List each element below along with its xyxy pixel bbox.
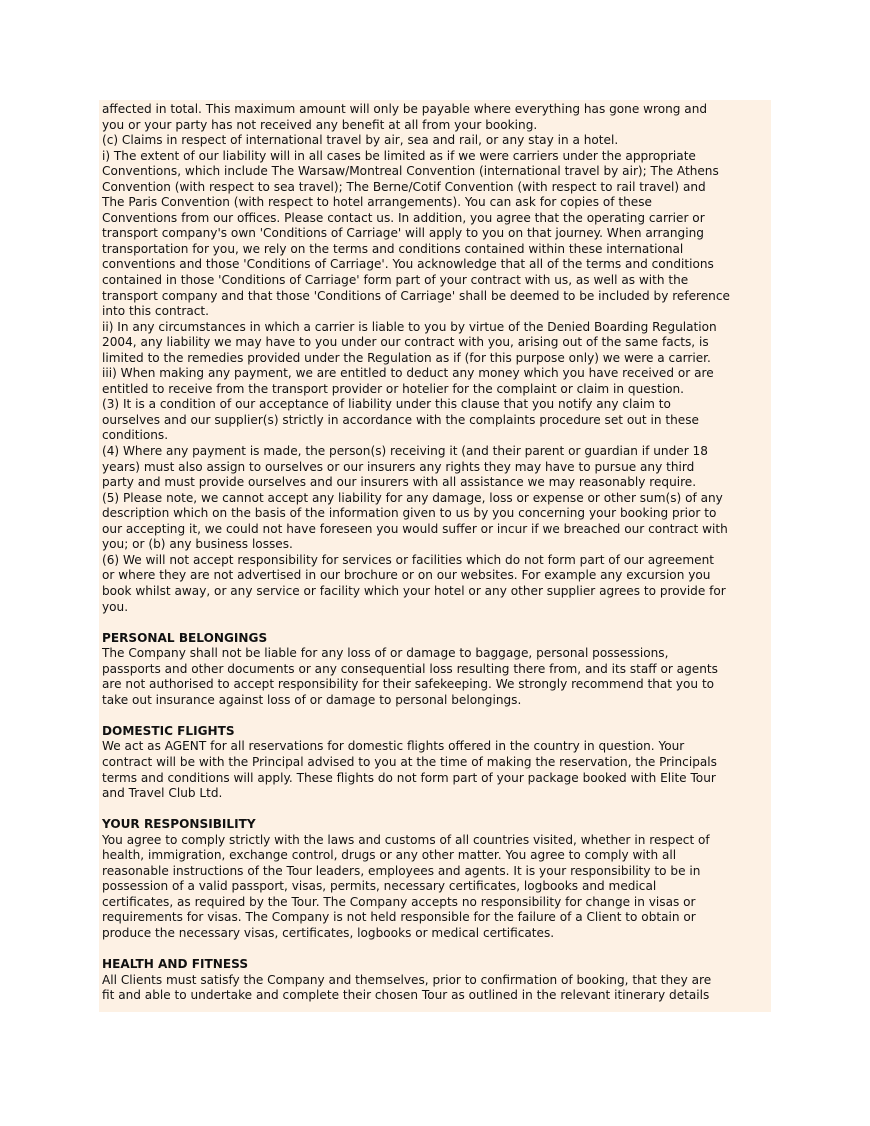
- text-line: contained in those 'Conditions of Carriage' form part of your contract with us, as well as with the: [102, 273, 689, 288]
- text-line: fit and able to undertake and complete their chosen Tour as outlined in the relevant itinerary details: [102, 988, 710, 1003]
- text-line: 2004, any liability we may have to you under our contract with you, arising out of the same facts, is: [102, 335, 709, 350]
- text-line: You agree to comply strictly with the laws and customs of all countries visited, whether in respect of: [102, 832, 710, 847]
- text-line: transportation for you, we rely on the terms and conditions contained within these international: [102, 241, 684, 256]
- text-line: We act as AGENT for all reservations for domestic flights offered in the country in question. Your: [102, 739, 685, 754]
- text-line: (5) Please note, we cannot accept any liability for any damage, loss or expense or other sum(s) of any: [102, 490, 723, 505]
- text-line: All Clients must satisfy the Company and themselves, prior to confirmation of booking, that they are: [102, 972, 712, 987]
- text-line: (3) It is a condition of our acceptance of liability under this clause that you notify any claim to: [102, 397, 671, 412]
- text-line: affected in total. This maximum amount will only be payable where everything has gone wrong and: [102, 102, 708, 116]
- text-line: passports and other documents or any consequential loss resulting there from, and its staff or agents: [102, 661, 718, 676]
- text-line: Conventions, which include The Warsaw/Montreal Convention (international travel by air); The Athens: [102, 164, 719, 179]
- text-line: Convention (with respect to sea travel); The Berne/Cotif Convention (with respect to rail travel) and: [102, 179, 706, 194]
- text-line: take out insurance against loss of or damage to personal belongings.: [102, 692, 522, 707]
- section-heading: HEALTH AND FITNESS: [102, 957, 249, 972]
- text-line: health, immigration, exchange control, drugs or any other matter. You agree to comply with all: [102, 848, 677, 863]
- text-line: you; or (b) any business losses.: [102, 537, 293, 552]
- text-line: book whilst away, or any service or facility which your hotel or any other supplier agrees to provide for: [102, 583, 726, 598]
- paragraph-spacer: [102, 708, 768, 724]
- text-line: party and must provide ourselves and our insurers with all assistance we may reasonably require.: [102, 475, 697, 490]
- text-line: ii) In any circumstances in which a carrier is liable to you by virtue of the Denied Boarding Regulation: [102, 319, 717, 334]
- text-line: ourselves and our supplier(s) strictly in accordance with the complaints procedure set out in these: [102, 412, 699, 427]
- terms-text-block: [99, 100, 771, 1012]
- section-health-and-fitness: [102, 957, 768, 1004]
- text-line: years) must also assign to ourselves or our insurers any rights they may have to pursue any third: [102, 459, 695, 474]
- text-line: The Company shall not be liable for any loss of or damage to baggage, personal possessions,: [102, 646, 669, 661]
- text-line: entitled to receive from the transport provider or hotelier for the complaint or claim in question.: [102, 381, 685, 396]
- text-line: contract will be with the Principal advised to you at the time of making the reservation, the Principals: [102, 754, 717, 769]
- text-line: transport company and that those 'Conditions of Carriage' shall be deemed to be included by reference: [102, 288, 730, 303]
- text-line: conventions and those 'Conditions of Carriage'. You acknowledge that all of the terms and conditions: [102, 257, 714, 272]
- text-line: description which on the basis of the information given to us by you concerning your booking prior to: [102, 506, 717, 521]
- section-your-responsibility: [102, 817, 768, 941]
- text-line: Conventions from our offices. Please contact us. In addition, you agree that the operating carrier or: [102, 210, 705, 225]
- section-heading: PERSONAL BELONGINGS: [102, 630, 268, 645]
- text-line: iii) When making any payment, we are entitled to deduct any money which you have received or are: [102, 366, 714, 381]
- paragraph-spacer: [102, 942, 768, 958]
- text-line: you or your party has not received any benefit at all from your booking.: [102, 117, 538, 132]
- text-line: possession of a valid passport, visas, permits, necessary certificates, logbooks and medical: [102, 879, 657, 894]
- text-line: i) The extent of our liability will in all cases be limited as if we were carriers under the appropriate: [102, 148, 696, 163]
- text-line: (4) Where any payment is made, the person(s) receiving it (and their parent or guardian if under 18: [102, 444, 708, 459]
- section-personal-belongings: [102, 631, 768, 709]
- text-line: reasonable instructions of the Tour leaders, employees and agents. It is your responsibility to be in: [102, 863, 701, 878]
- text-line: our accepting it, we could not have foreseen you would suffer or incur if we breached our contract with: [102, 521, 728, 536]
- text-line: terms and conditions will apply. These flights do not form part of your package booked with Elite Tour: [102, 770, 716, 785]
- text-line: conditions.: [102, 428, 169, 443]
- text-line: transport company's own 'Conditions of Carriage' will apply to you on that journey. When arranging: [102, 226, 704, 241]
- text-line: certificates, as required by the Tour. The Company accepts no responsibility for change in visas or: [102, 894, 696, 909]
- paragraph-spacer: [102, 615, 768, 631]
- text-line: (c) Claims in respect of international travel by air, sea and rail, or any stay in a hotel.: [102, 133, 619, 148]
- text-line: and Travel Club Ltd.: [102, 786, 223, 801]
- text-line: requirements for visas. The Company is not held responsible for the failure of a Client to obtain or: [102, 910, 696, 925]
- section-heading: DOMESTIC FLIGHTS: [102, 723, 235, 738]
- text-line: into this contract.: [102, 304, 209, 319]
- text-line: or where they are not advertised in our brochure or on our websites. For example any excursion you: [102, 568, 711, 583]
- liability-clauses: [102, 102, 768, 615]
- text-line: The Paris Convention (with respect to hotel arrangements). You can ask for copies of these: [102, 195, 652, 210]
- paragraph-spacer: [102, 802, 768, 818]
- terms-sections: [102, 615, 768, 1004]
- text-line: are not authorised to accept responsibility for their safekeeping. We strongly recommend that you to: [102, 677, 715, 692]
- section-domestic-flights: [102, 724, 768, 802]
- text-line: you.: [102, 599, 129, 614]
- text-line: (6) We will not accept responsibility for services or facilities which do not form part of our agreement: [102, 552, 714, 567]
- text-line: limited to the remedies provided under the Regulation as if (for this purpose only) we were a carrier.: [102, 350, 711, 365]
- text-line: produce the necessary visas, certificates, logbooks or medical certificates.: [102, 925, 555, 940]
- section-heading: YOUR RESPONSIBILITY: [102, 817, 256, 832]
